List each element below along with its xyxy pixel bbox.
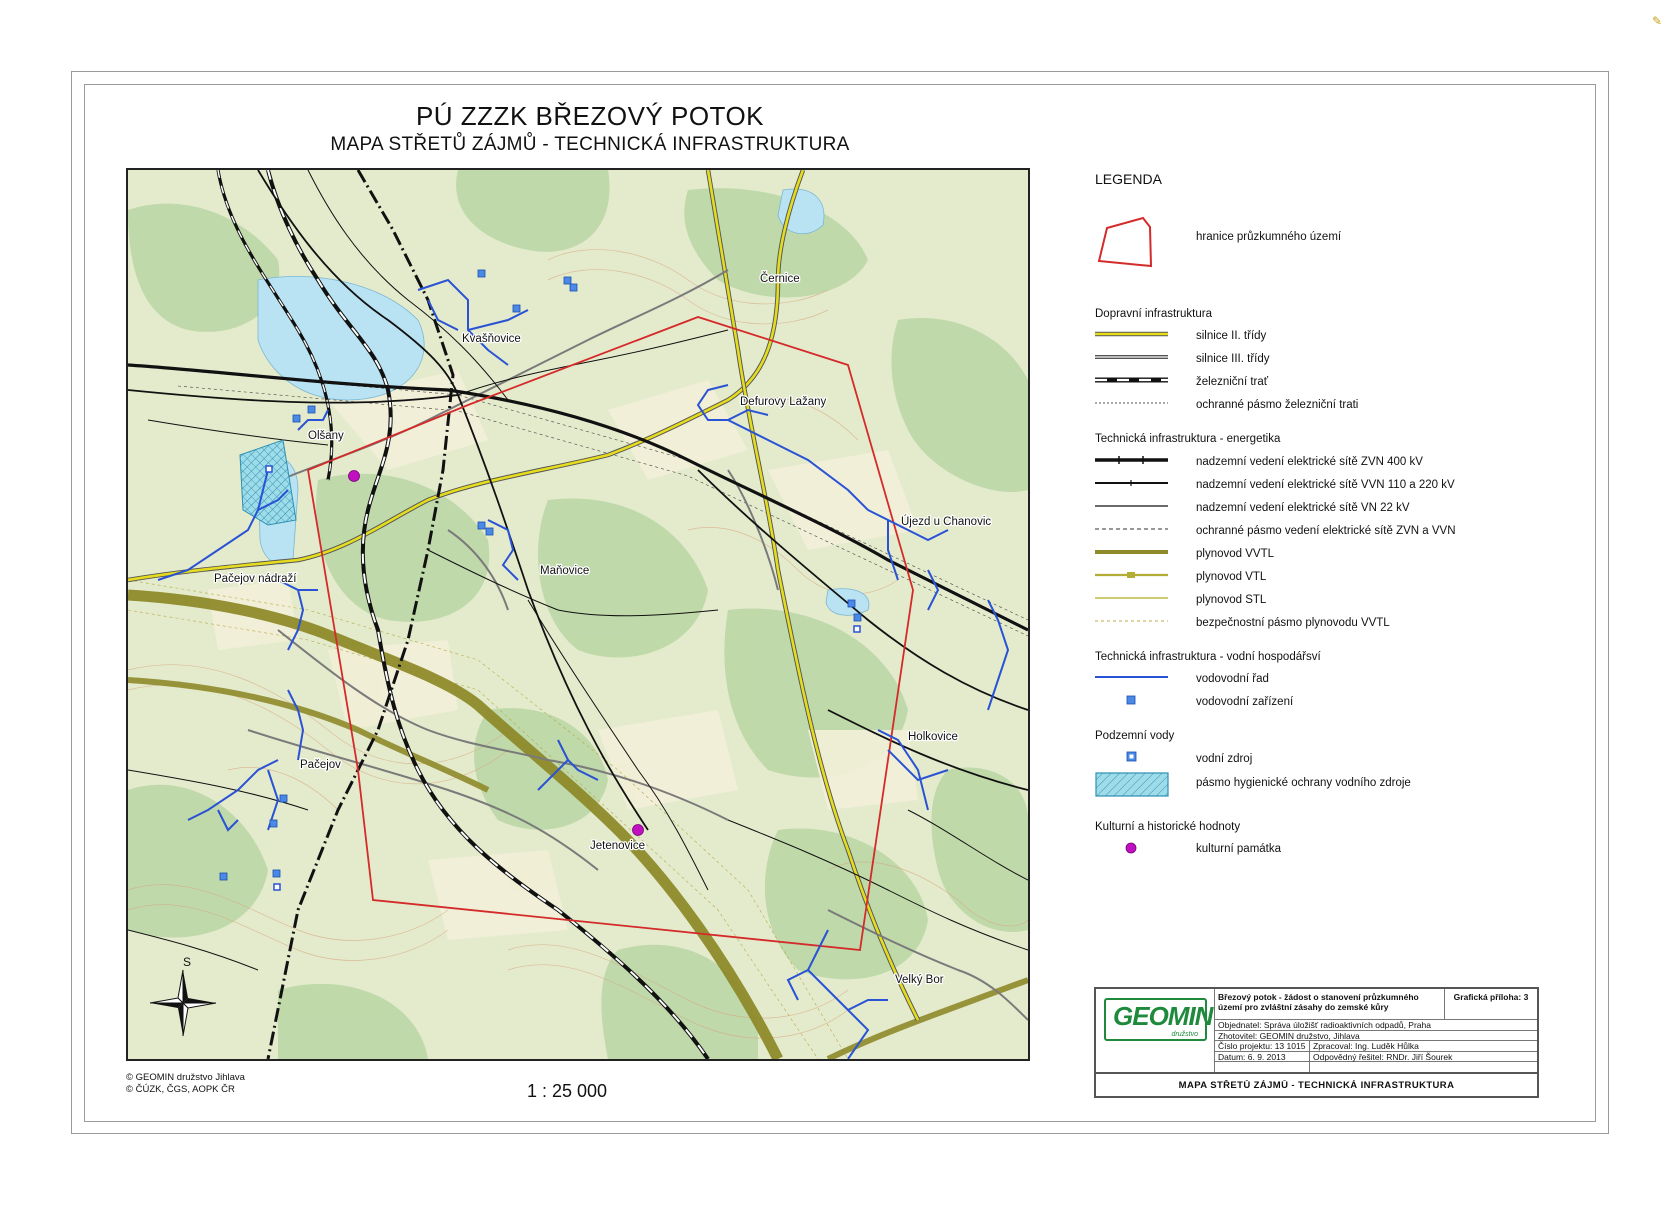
- place-label: Černice: [760, 273, 800, 285]
- responsible-line: Odpovědný řešitel: RNDr. Jiří Šourek: [1313, 1052, 1453, 1062]
- contractor-line: Zhotovitel: GEOMIN družstvo, Jihlava: [1218, 1031, 1360, 1041]
- place-label: Jetenovice: [590, 840, 645, 852]
- place-label: Holkovice: [908, 731, 958, 743]
- date-line: Datum: 6. 9. 2013: [1218, 1052, 1286, 1062]
- power-zone-legend-symbol: [1095, 525, 1170, 533]
- map-canvas[interactable]: [128, 170, 1028, 1059]
- legend-title: LEGENDA: [1095, 171, 1162, 187]
- monument-legend-symbol: [1125, 842, 1137, 854]
- client-line: Objednatel: Správa úložišť radioaktivních odpadů, Praha: [1218, 1020, 1431, 1030]
- north-label: S: [183, 955, 192, 969]
- water-facility-legend-symbol: [1126, 695, 1136, 705]
- railway-legend-symbol: [1095, 376, 1170, 384]
- water-source-legend-symbol: [1126, 751, 1137, 762]
- legend-label: plynovod VTL: [1196, 571, 1267, 583]
- legend-heading: Dopravní infrastruktura: [1095, 308, 1212, 320]
- legend-label: bezpečnostní pásmo plynovodu VVTL: [1196, 617, 1390, 629]
- map-panel[interactable]: [126, 168, 1030, 1061]
- legend-heading: Podzemní vody: [1095, 730, 1175, 742]
- legend-label: ochranné pásmo vedení elektrické sítě ZVN a VVN: [1196, 525, 1456, 537]
- legend-label: kulturní památka: [1196, 843, 1282, 855]
- place-label: Újezd u Chanovic: [901, 516, 992, 528]
- legend-label: nadzemní vedení elektrické sítě ZVN 400 kV: [1196, 456, 1423, 468]
- project-title: Březový potok - žádost o stanovení průzkumného území pro zvláštní zásahy do zemské kůry: [1218, 992, 1419, 1012]
- logo-subtext: družstvo: [1171, 1031, 1198, 1038]
- vvn-legend-symbol: [1095, 479, 1170, 487]
- legend-label: nadzemní vedení elektrické sítě VVN 110 a 220 kV: [1196, 479, 1455, 491]
- copyright-line: © GEOMIN družstvo Jihlava: [126, 1072, 245, 1083]
- copyright-line: © ČÚZK, ČGS, AOPK ČR: [126, 1084, 235, 1095]
- place-label: Olšany: [308, 430, 344, 442]
- place-label: Velký Bor: [895, 974, 944, 986]
- boundary-legend-symbol: [1095, 215, 1155, 270]
- prepared-by: Zpracoval: Ing. Luděk Hůlka: [1313, 1041, 1419, 1051]
- water-main-legend-symbol: [1095, 673, 1170, 681]
- compass-rose-icon: [148, 968, 218, 1038]
- road3-legend-symbol: [1095, 353, 1170, 361]
- legend-label: vodovodní řad: [1196, 673, 1269, 685]
- gas-zone-legend-symbol: [1095, 617, 1170, 625]
- drawing-title: MAPA STŘETŮ ZÁJMŮ - TECHNICKÁ INFRASTRUKTURA: [1178, 1080, 1455, 1091]
- legend-label: železniční trať: [1196, 376, 1269, 388]
- legend-label: nadzemní vedení elektrické sítě VN 22 kV: [1196, 502, 1410, 514]
- zvn-legend-symbol: [1095, 456, 1170, 464]
- legend-label: plynovod VVTL: [1196, 548, 1274, 560]
- place-label: Pačejov: [300, 759, 341, 771]
- gas-stl-legend-symbol: [1095, 594, 1170, 602]
- scale-label: 1 : 25 000: [527, 1081, 608, 1101]
- gas-vvtl-legend-symbol: [1095, 548, 1170, 556]
- map-subtitle: MAPA STŘETŮ ZÁJMŮ - TECHNICKÁ INFRASTRUKTURA: [330, 134, 850, 155]
- title-block: [1094, 987, 1539, 1098]
- place-label: Defurovy Lažany: [740, 396, 827, 408]
- legend-label: vodovodní zařízení: [1196, 696, 1294, 708]
- railway-zone-legend-symbol: [1095, 399, 1170, 407]
- legend-label: silnice II. třídy: [1196, 330, 1267, 342]
- corner-marker-icon: ✎: [1652, 14, 1663, 28]
- place-label: Maňovice: [540, 565, 590, 577]
- geomin-logo: [1104, 998, 1213, 1041]
- attachment-label: Grafická příloha: 3: [1453, 992, 1529, 1002]
- place-label: Kvašňovice: [462, 333, 521, 345]
- vn-legend-symbol: [1095, 502, 1170, 510]
- protection-zone-legend-symbol: [1095, 772, 1170, 798]
- map-title: PÚ ZZZK BŘEZOVÝ POTOK: [415, 101, 765, 131]
- legend-heading: Technická infrastruktura - energetika: [1095, 433, 1281, 445]
- legend-heading: Technická infrastruktura - vodní hospodářsví: [1095, 651, 1321, 663]
- project-number: Číslo projektu: 13 1015: [1218, 1041, 1306, 1051]
- legend-label: hranice průzkumného území: [1196, 231, 1342, 243]
- legend-label: vodní zdroj: [1196, 753, 1253, 765]
- road2-legend-symbol: [1095, 330, 1170, 338]
- gas-vtl-legend-symbol: [1095, 571, 1170, 579]
- logo-text: GEOMIN: [1113, 1001, 1213, 1031]
- legend-label: ochranné pásmo železniční trati: [1196, 399, 1359, 411]
- legend-label: plynovod STL: [1196, 594, 1267, 606]
- legend-heading: Kulturní a historické hodnoty: [1095, 821, 1241, 833]
- legend-label: pásmo hygienické ochrany vodního zdroje: [1196, 777, 1411, 789]
- place-label: Pačejov nádraží: [214, 573, 297, 585]
- legend-label: silnice III. třídy: [1196, 353, 1270, 365]
